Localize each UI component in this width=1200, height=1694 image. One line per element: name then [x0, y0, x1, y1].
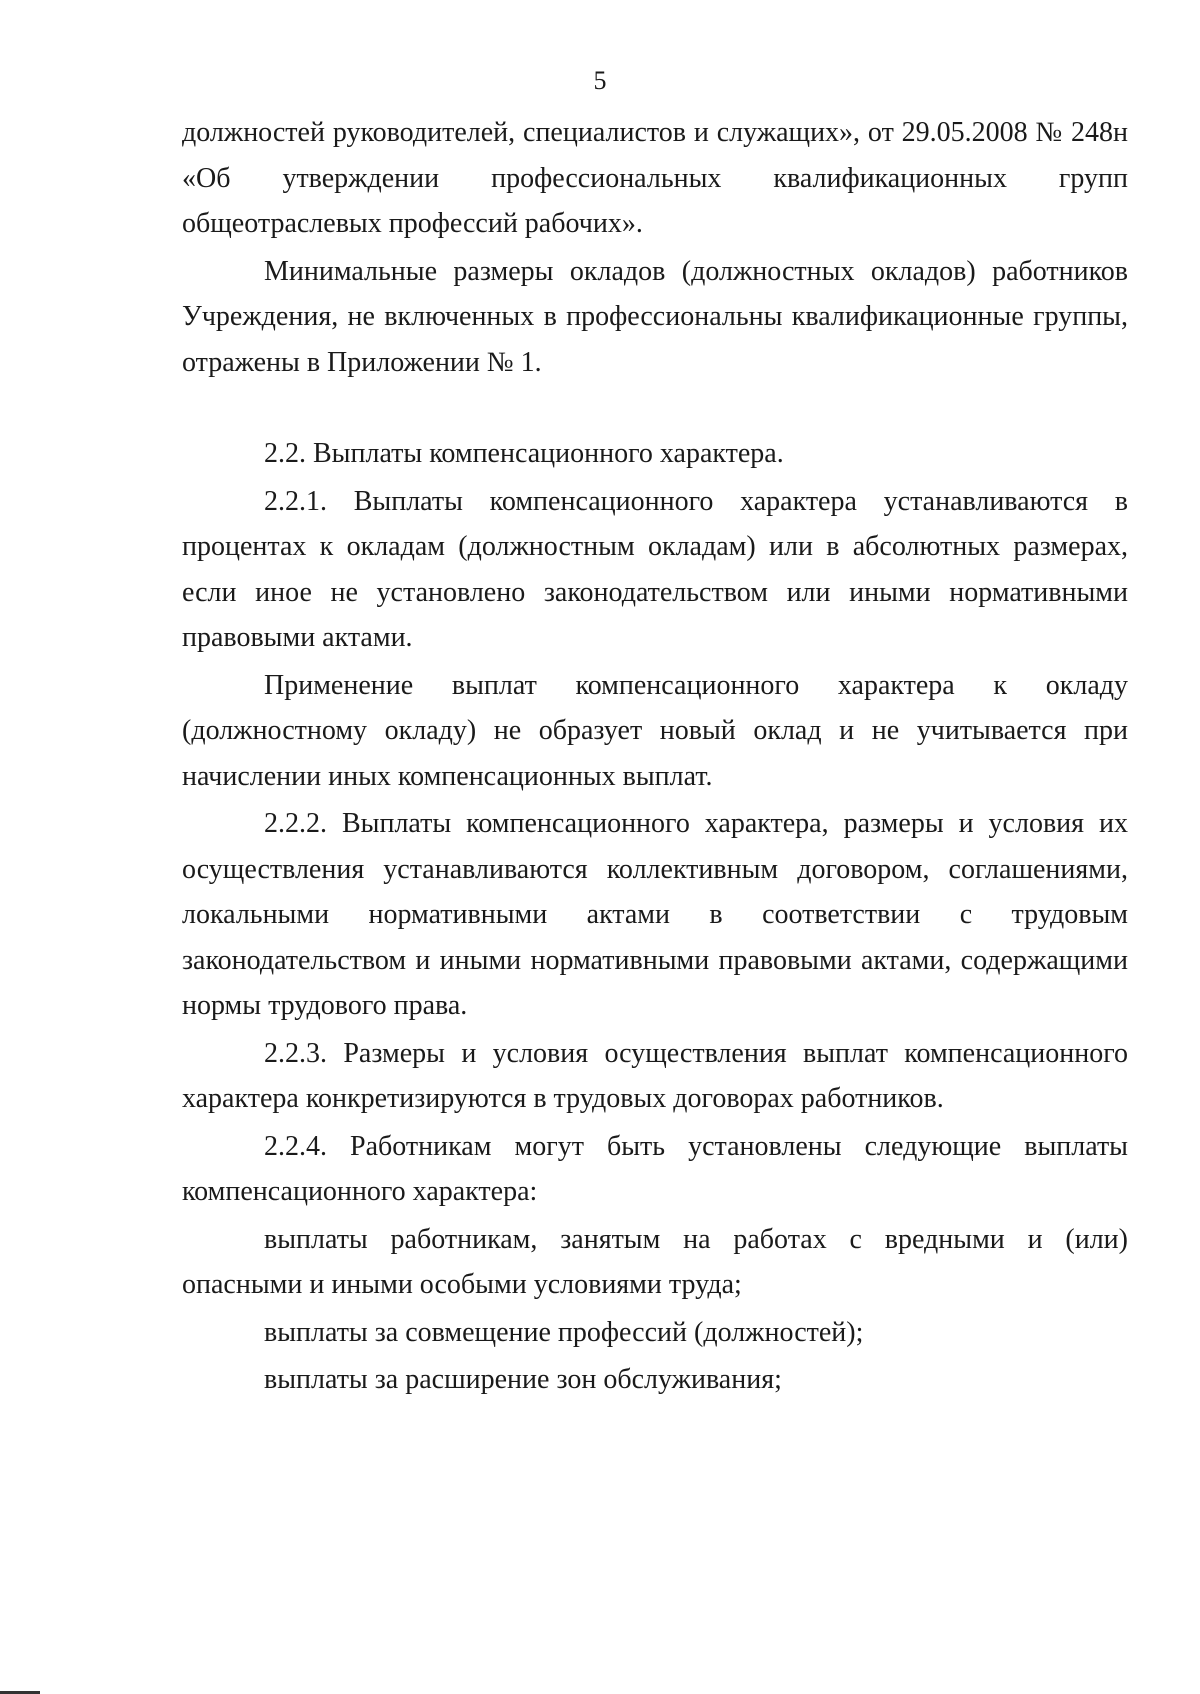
list-item-harmful-conditions: выплаты работникам, занятым на работах с вредными и (или) опасными и иными особыми условиями труда; [182, 1223, 1128, 1300]
list-item-combining-professions: выплаты за совмещение профессий (должностей); [264, 1316, 864, 1348]
list-item-service-zones: выплаты за расширение зон обслуживания; [264, 1364, 782, 1395]
paragraph-2-2-4: 2.2.4. Работникам могут быть установлены следующие выплаты компенсационного характера: [182, 1130, 1128, 1207]
paragraph-2-2-1: 2.2.1. Выплаты компенсационного характера устанавливаются в процентах к окладам (должностным окладам) или в абсолютных размерах, если иное не установлено законодательством или иными нормативными правовыми актами. [182, 485, 1128, 653]
document-body [182, 110, 1128, 1405]
section-heading-2-2: 2.2. Выплаты компенсационного характера. [264, 438, 784, 469]
paragraph-application-of-payments: Применение выплат компенсационного характера к окладу (должностному окладу) не образует новый оклад и не учитывается при начислении иных компенсационных выплат. [182, 669, 1128, 792]
paragraph-2-2-2: 2.2.2. Выплаты компенсационного характера, размеры и условия их осуществления устанавливаются коллективным договором, соглашениями, локальными нормативными актами в соответствии с трудовым законодательством и иными нормативными правовыми актами, содержащими нормы трудового права. [182, 808, 1128, 1021]
page-number: 5 [593, 66, 607, 95]
paragraph-gap [182, 387, 1128, 431]
paragraph-2-2-3: 2.2.3. Размеры и условия осуществления выплат компенсационного характера конкретизируются в трудовых договорах работников. [182, 1037, 1128, 1114]
paragraph-minimal-salaries: Минимальные размеры окладов (должностных окладов) работников Учреждения, не включенных в профессиональны квалификационные группы, отражены в Приложении № 1. [182, 255, 1128, 378]
paragraph-intro-continuation: должностей руководителей, специалистов и служащих», от 29.05.2008 № 248н «Об утверждении профессиональных квалификационных групп общеотраслевых профессий рабочих». [182, 117, 1128, 239]
